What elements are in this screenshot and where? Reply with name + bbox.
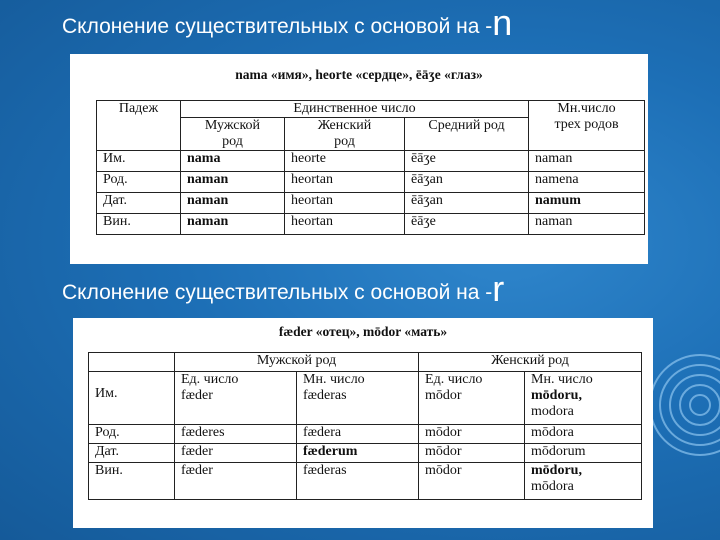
slide-heading-r-stem: [62, 268, 504, 310]
slide-heading-n-stem: [62, 2, 512, 44]
header-plural: [529, 101, 645, 151]
table-header-row: [89, 353, 642, 372]
form-alt: mōdora: [531, 479, 574, 494]
case-cell: Род.: [89, 425, 175, 444]
form: fæder: [181, 388, 213, 403]
fem-sg-cell: mōdor: [419, 425, 525, 444]
header-masculine-line2: род: [222, 134, 243, 149]
masc-pl-cell: fæderas: [297, 463, 419, 500]
pl-label: Мн. число: [303, 372, 365, 387]
n-stem-table-panel: [70, 54, 648, 264]
header-case: Падеж: [97, 101, 181, 151]
header-feminine-line2: род: [334, 134, 355, 149]
fem-cell: heortan: [285, 214, 405, 235]
masc-pl-cell: fæderum: [297, 444, 419, 463]
fem-pl-cell: [525, 372, 642, 425]
masc-sg-cell: fæderes: [175, 425, 297, 444]
masc-pl-cell: fædera: [297, 425, 419, 444]
neut-cell: ēāʒe: [405, 151, 529, 172]
fem-pl-cell: mōdora: [525, 425, 642, 444]
table-row: [89, 425, 642, 444]
masc-sg-cell: fæder: [175, 444, 297, 463]
form: fæderas: [303, 388, 347, 403]
masc-cell: nama: [181, 151, 285, 172]
case-cell: Вин.: [97, 214, 181, 235]
sg-label: Ед. число: [181, 372, 239, 387]
r-stem-caption: fæder «отец», mōdor «мать»: [278, 324, 448, 339]
masc-sg-cell: [175, 372, 297, 425]
table-row: [89, 372, 642, 425]
case-cell: Вин.: [89, 463, 175, 500]
table-row: [97, 172, 645, 193]
masc-sg-cell: fæder: [175, 463, 297, 500]
heading-letter: r: [492, 268, 505, 309]
n-stem-caption: nama «имя», heorte «сердце», ēāʒe «глаз»: [235, 67, 483, 82]
header-plural-line2: трех родов: [554, 117, 619, 132]
fem-sg-cell: mōdor: [419, 463, 525, 500]
n-stem-declension-table: [96, 100, 645, 235]
case-cell: Дат.: [89, 444, 175, 463]
plural-cell: naman: [529, 151, 645, 172]
header-feminine: Женский род: [419, 353, 642, 372]
fem-pl-cell: mōdorum: [525, 444, 642, 463]
plural-cell: naman: [529, 214, 645, 235]
fem-sg-cell: [419, 372, 525, 425]
pl-label: Мн. число: [531, 372, 593, 387]
table-row: [89, 444, 642, 463]
table-row: [97, 151, 645, 172]
case-cell: Род.: [97, 172, 181, 193]
heading-letter: n: [492, 2, 513, 43]
table-row: [89, 463, 642, 500]
case-cell: Им.: [97, 151, 181, 172]
r-stem-declension-table: [88, 352, 642, 500]
fem-cell: heortan: [285, 172, 405, 193]
form: mōdoru,: [531, 388, 582, 403]
header-singular: Единственное число: [181, 101, 529, 118]
fem-cell: heortan: [285, 193, 405, 214]
table-row: [97, 193, 645, 214]
plural-cell: namum: [529, 193, 645, 214]
fem-sg-cell: mōdor: [419, 444, 525, 463]
header-feminine: [285, 118, 405, 151]
r-stem-table-panel: [73, 318, 653, 528]
case-cell: Дат.: [97, 193, 181, 214]
plural-cell: namena: [529, 172, 645, 193]
case-cell: Им.: [89, 372, 175, 425]
header-feminine-line1: Женский: [317, 118, 372, 133]
neut-cell: ēāʒe: [405, 214, 529, 235]
header-masculine: [181, 118, 285, 151]
form: mōdoru,: [531, 463, 582, 478]
masc-cell: naman: [181, 193, 285, 214]
header-empty: [89, 353, 175, 372]
masc-cell: naman: [181, 172, 285, 193]
heading-text: Склонение существительных с основой на -: [62, 15, 493, 38]
fem-cell: heorte: [285, 151, 405, 172]
heading-text: Склонение существительных с основой на -: [62, 281, 493, 304]
table-row: [97, 214, 645, 235]
sg-label: Ед. число: [425, 372, 483, 387]
header-masculine-line1: Мужской: [204, 118, 261, 133]
header-masculine: Мужской род: [175, 353, 419, 372]
form-alt: modora: [531, 404, 574, 419]
table-header-row: [97, 101, 645, 118]
fem-pl-cell: [525, 463, 642, 500]
neut-cell: ēāʒan: [405, 193, 529, 214]
header-neuter: Средний род: [405, 118, 529, 151]
masc-pl-cell: [297, 372, 419, 425]
header-plural-line1: Мн.число: [557, 101, 616, 116]
masc-cell: naman: [181, 214, 285, 235]
neut-cell: ēāʒan: [405, 172, 529, 193]
form: mōdor: [425, 388, 462, 403]
